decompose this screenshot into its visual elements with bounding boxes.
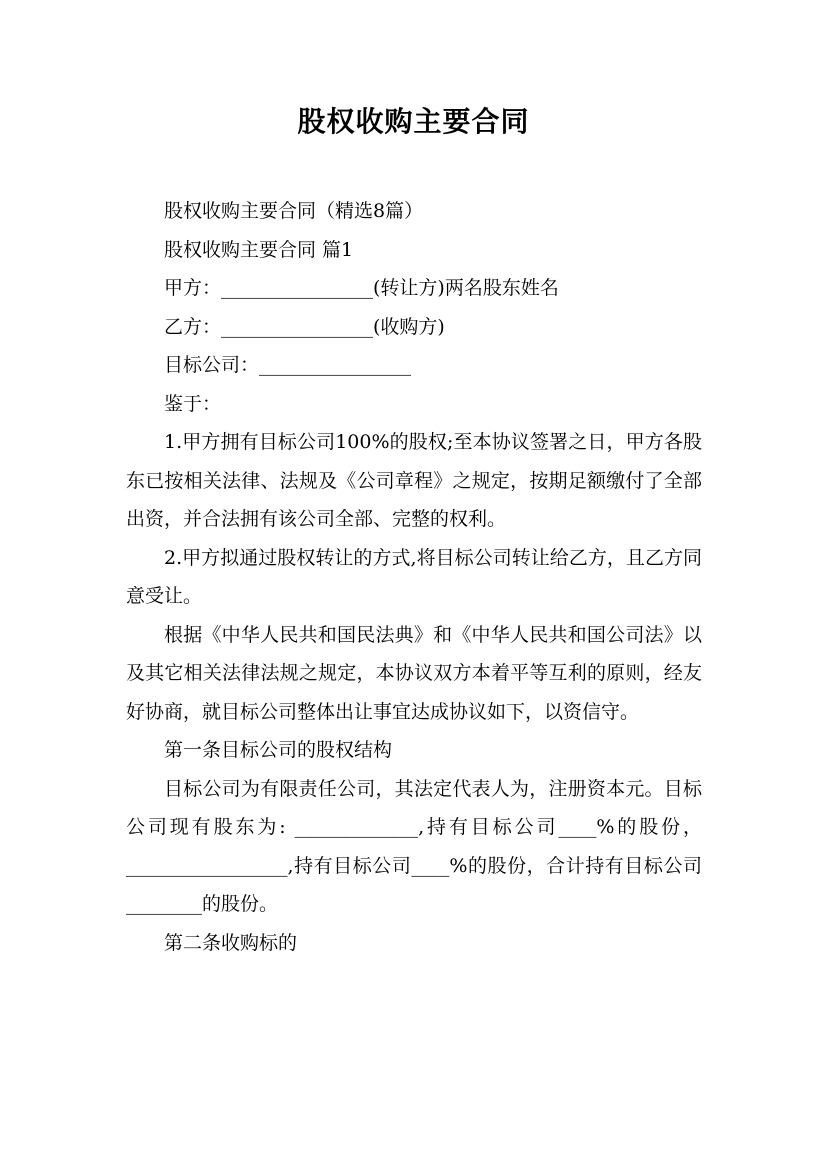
page-title: 股权收购主要合同 [297, 105, 530, 138]
paragraph-section-heading: 股权收购主要合同 篇1 [164, 238, 354, 261]
paragraph-article-1-heading: 第一条目标公司的股权结构 [164, 739, 393, 761]
paragraph-subtitle: 股权收购主要合同（精选8篇） [164, 200, 424, 222]
paragraph-clause-1: 1.甲方拥有目标公司100%的股权;至本协议签署之日，甲方各股东已按相关法律、法规及《公司章程》之规定，按期足额缴付了全部出资，并合法拥有该公司全部、完整的权利。 [126, 431, 702, 530]
paragraph-whereas: 鉴于： [164, 392, 222, 415]
paragraph-target-company: 目标公司：________________ [164, 354, 412, 376]
paragraph-clause-2: 2.甲方拟通过股权转让的方式,将目标公司转让给乙方，且乙方同意受让。 [126, 546, 702, 607]
paragraph-party-a: 甲方：________________(转让方)两名股东姓名 [164, 277, 559, 299]
paragraph-article-2-heading: 第二条收购标的 [164, 931, 298, 954]
document-body [126, 192, 702, 962]
paragraph-party-b: 乙方：________________(收购方) [164, 315, 445, 338]
paragraph-legal-basis: 根据《中华人民共和国民法典》和《中华人民共和国公司法》以及其它相关法律法规之规定，本协议双方本着平等互利的原则，经友好协商，就目标公司整体出让事宜达成协议如下，以资信守。 [126, 623, 702, 723]
paragraph-article-1-body: 目标公司为有限责任公司，其法定代表人为，注册资本元。目标公司现有股东为: _____________,持有目标公司____%的股份，_________________,持有目标公司____%的股份，合计持有目标公司________的股份。 [126, 777, 702, 915]
